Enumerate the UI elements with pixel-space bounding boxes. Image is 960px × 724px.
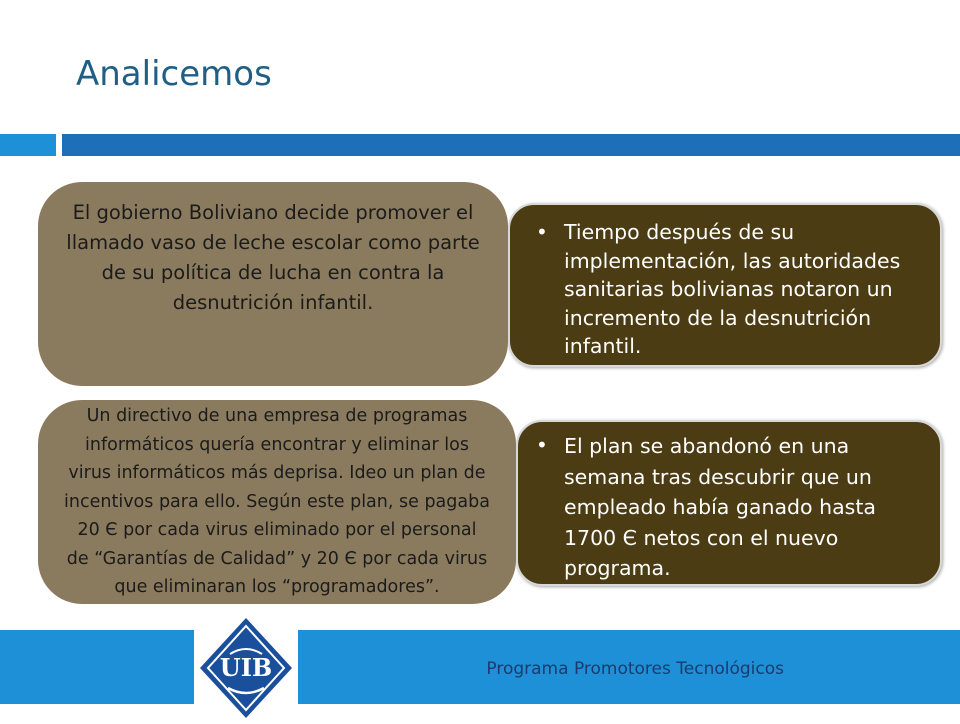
header-accent-bar-right (62, 134, 960, 156)
uib-logo-icon (194, 616, 298, 720)
situation-text-1: El gobierno Boliviano decide promover el llamado vaso de leche escolar como parte de su política de lucha en contra la desnutrición infantil. (66, 201, 480, 314)
situation-pill-2 (38, 400, 516, 604)
outcome-box-1 (508, 203, 942, 367)
outcome-text-1: Tiempo después de su implementación, las autoridades sanitarias bolivianas notaron un incremento de la desnutrición infantil. (564, 220, 901, 358)
outcome-box-2 (516, 420, 942, 586)
logo-lettering: UIB (219, 653, 273, 682)
situation-pill-1 (38, 182, 508, 386)
slide-title: Analicemos (76, 54, 272, 94)
header-accent-bar-left (0, 134, 56, 156)
footer-program-name: Programa Promotores Tecnológicos (486, 659, 784, 679)
bullet-icon: • (536, 433, 548, 457)
bullet-icon: • (536, 220, 548, 244)
situation-text-2: Un directivo de una empresa de programas informáticos quería encontrar y eliminar los virus informáticos más deprisa. Ideo un plan de incentivos para ello. Según este plan, se pagaba 20 Є por cada virus eliminado por el personal de “Garantías de Calidad” y 20 Є por cada virus que eliminaran los “programadores”. (64, 406, 490, 598)
outcome-text-2: El plan se abandonó en una semana tras descubrir que un empleado había ganado hasta 1700 Є netos con el nuevo programa. (564, 434, 876, 580)
footer-bar-left (0, 630, 194, 704)
uib-logo (194, 616, 298, 720)
